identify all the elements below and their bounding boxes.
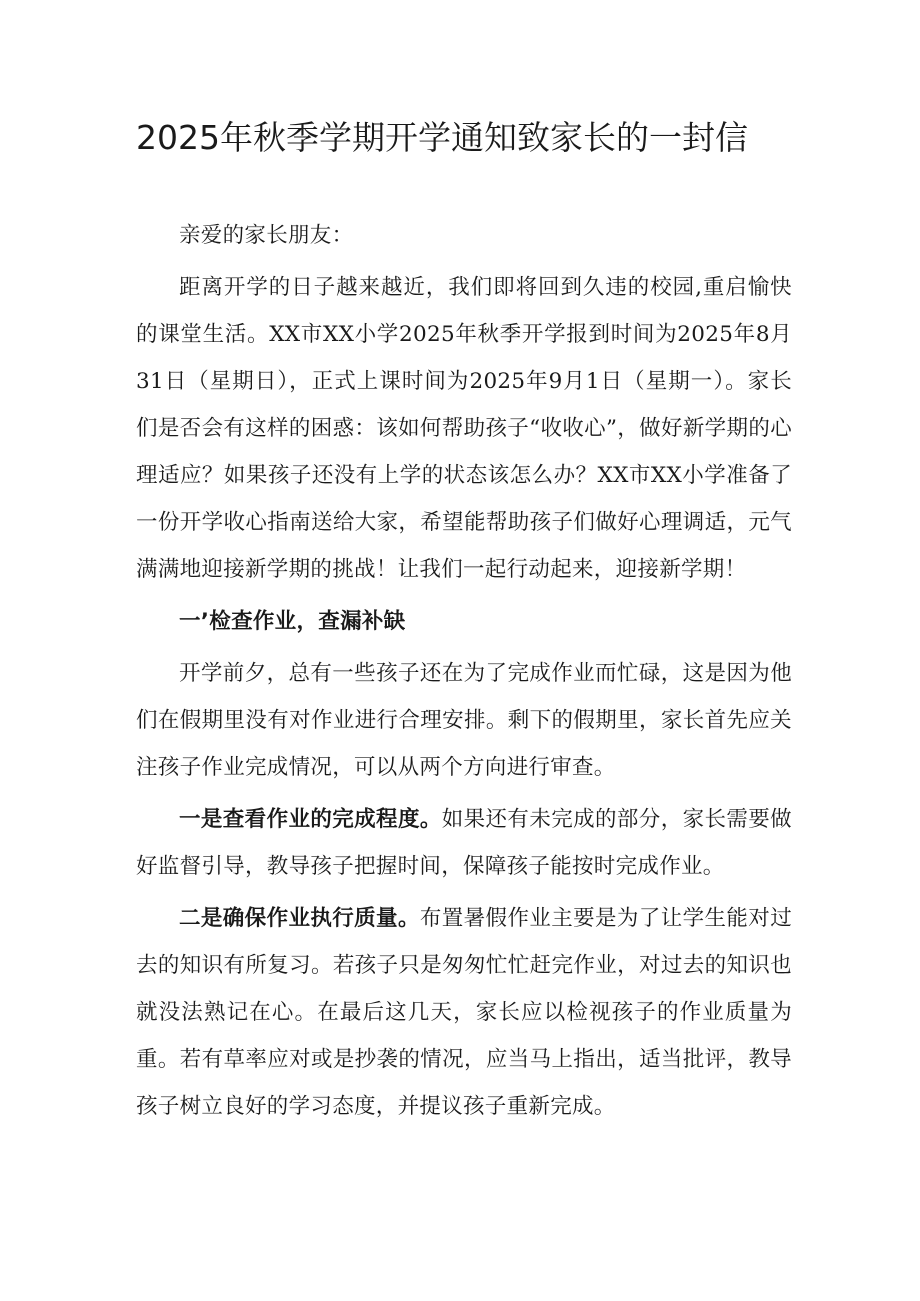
- point-one-paragraph: [136, 796, 792, 890]
- point-one-text: 如果还有未完成的部分，家长需要做好监督引导，教导孩子把握时间，保障孩子能按时完成作业。: [136, 807, 792, 879]
- point-two-text: 布置暑假作业主要是为了让学生能对过去的知识有所复习。若孩子只是匆匆忙忙赶完作业，对过去的知识也就没法熟记在心。在最后这几天，家长应以检视孩子的作业质量为重。若有草率应对或是抄袭的情况，应当马上指出，适当批评，教导孩子树立良好的学习态度，并提议孩子重新完成。: [136, 906, 792, 1119]
- intro-paragraph: 距离开学的日子越来越近，我们即将回到久违的校园,重启愉快的课堂生活。XX市XX小学2025年秋季开学报到时间为2025年8月31日（星期日），正式上课时间为2025年9月1日（星期一）。家长们是否会有这样的困惑：该如何帮助孩子“收收心”，做好新学期的心理适应？如果孩子还没有上学的状态该怎么办？XX市XX小学准备了一份开学收心指南送给大家，希望能帮助孩子们做好心理调适，元气满满地迎接新学期的挑战！让我们一起行动起来，迎接新学期！: [136, 275, 792, 582]
- salutation: 亲爱的家长朋友：: [179, 223, 354, 248]
- letter-body: [136, 212, 792, 1135]
- section-paragraph: 开学前夕，总有一些孩子还在为了完成作业而忙碌，这是因为他们在假期里没有对作业进行合理安排。剩下的假期里，家长首先应关注孩子作业完成情况，可以从两个方向进行审查。: [136, 661, 792, 780]
- point-two-lead: 二是确保作业执行质量。: [179, 906, 420, 931]
- point-two-paragraph: [136, 895, 792, 1130]
- point-one-lead: 一是查看作业的完成程度。: [179, 807, 442, 832]
- document-title: 2025年秋季学期开学通知致家长的一封信: [136, 118, 748, 157]
- section-heading: 一’检查作业，查漏补缺: [179, 609, 406, 634]
